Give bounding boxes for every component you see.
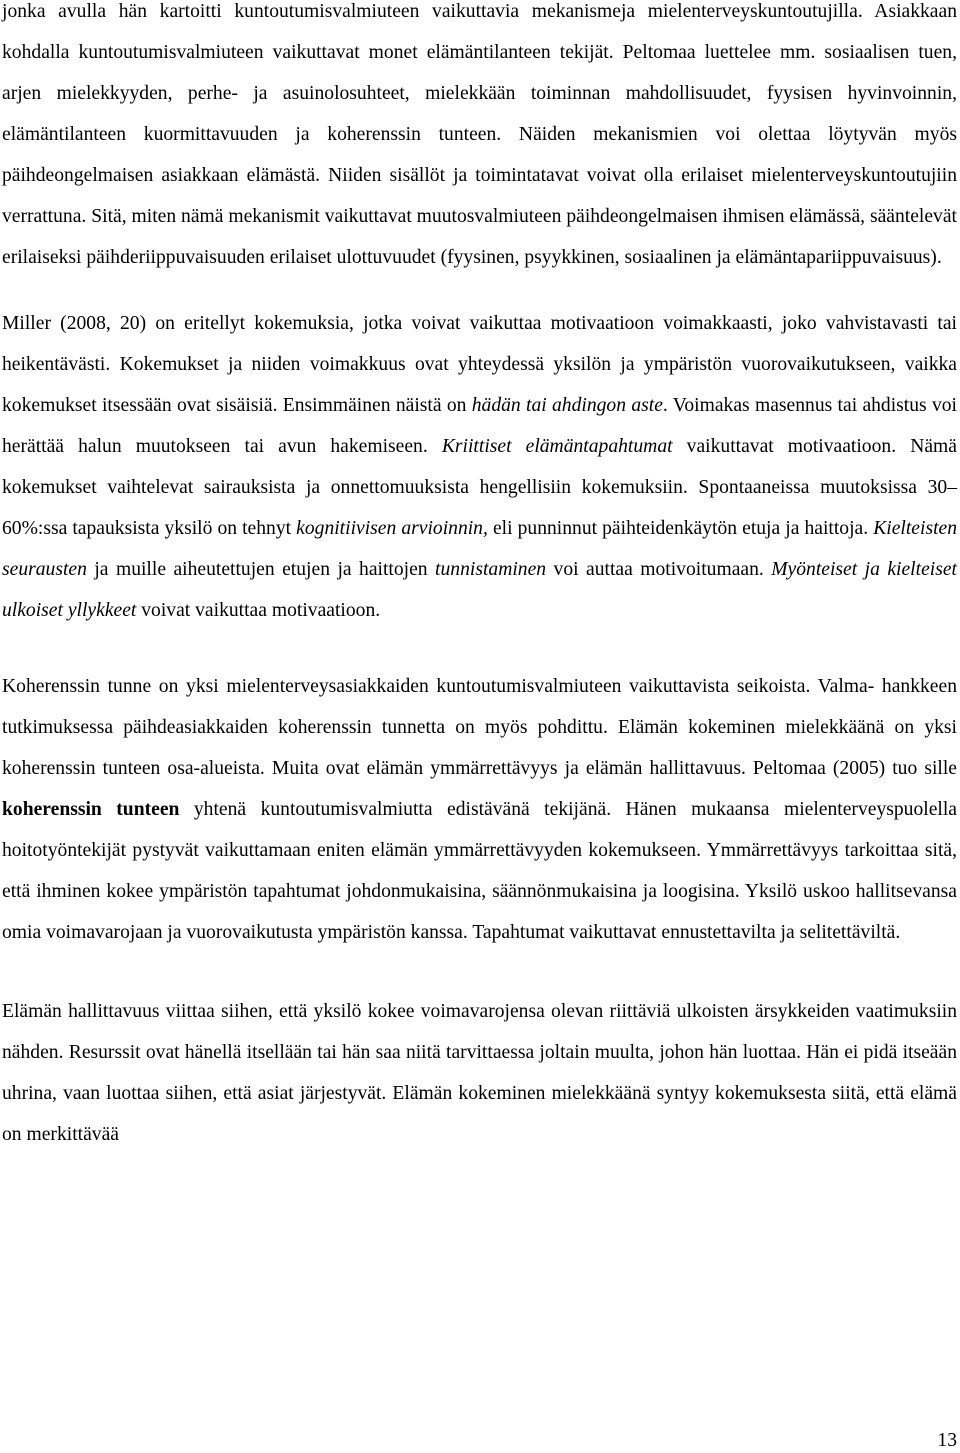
page-number: 13 xyxy=(937,1430,957,1451)
text-run: ja muille aiheutettujen etujen ja haittojen xyxy=(86,559,436,580)
text-run: . Voimakas masennus tai ahdistus voi herättää halun muutokseen tai avun hakemiseen. xyxy=(2,395,958,457)
italic-text: kognitiivisen arvioinnin, xyxy=(296,518,488,539)
document-page xyxy=(2,0,957,1155)
bold-text: koherenssin tunteen xyxy=(2,799,180,820)
italic-text: Kielteisten seurausten xyxy=(2,518,958,580)
text-run: Koherenssin tunne on yksi mielenterveysasiakkaiden kuntoutumisvalmiuteen vaikuttavista seikoista. Valma- hankkeen tutkimuksessa päihdeasiakkaiden koherenssin tunnetta on myös pohdittu. Elämän kokeminen mielekkäänä on yksi koherenssin tunteen osa-alueista. Muita ovat elämän ymmärrettävyys ja elämän hallittavuus. Peltomaa (2005) tuo sille xyxy=(2,676,957,779)
text-run: voi auttaa motivoitumaan. xyxy=(546,559,772,580)
italic-text: tunnistaminen xyxy=(435,559,547,580)
text-run: Elämän hallittavuus viittaa siihen, että yksilö kokee voimavarojensa olevan riittäviä ulkoisten ärsykkeiden vaatimuksiin nähden. Resurssit ovat hänellä itsellään tai hän saa niitä tarvittaessa joltain muulta, johon hän luottaa. Hän ei pidä itseään uhrina, vaan luottaa siihen, että asiat järjestyvät. Elämän kokeminen mielekkäänä syntyy kokemuksesta siitä, että elämä on merkittävää xyxy=(2,1001,957,1145)
italic-text: Kriittiset elämäntapahtumat xyxy=(441,436,673,457)
text-run: yhtenä kuntoutumisvalmiutta edistävänä tekijänä. Hänen mukaansa mielenterveyspuolella hoitotyöntekijät pystyvät vaikuttamaan eniten elämän ymmärrettävyyden kokemukseen. Ymmärrettävyys tarkoittaa sitä, että ihminen kokee ympäristön tapahtumat johdonmukaisina, säännönmukaisina ja loogisina. Yksilö uskoo hallitsevansa omia voimavarojaan ja vuorovaikutusta ympäristön kanssa. Tapahtumat vaikuttavat ennustettavilta ja selitettäviltä. xyxy=(2,799,957,943)
text-run: vaikuttavat motivaatioon. Nämä kokemukset vaihtelevat sairauksista ja onnettomuuksista hengellisiin kokemuksiin. Spontaaneissa muutoksissa 30–60%:ssa tapauksista yksilö on tehnyt xyxy=(2,436,957,539)
italic-text: Myönteiset ja kielteiset ulkoiset yllykkeet xyxy=(2,559,957,621)
paragraph-3 xyxy=(2,666,957,953)
text-run: jonka avulla hän kartoitti kuntoutumisvalmiuteen vaikuttavia mekanismeja mielenterveyskuntoutujilla. Asiakkaan kohdalla kuntoutumisvalmiuteen vaikuttavat monet elämäntilanteen tekijät. Peltomaa luettelee mm. sosiaalisen tuen, arjen mielekkyyden, perhe- ja asuinolosuhteet, mielekkään toiminnan mahdollisuudet, fyysisen hyvinvoinnin, elämäntilanteen kuormittavuuden ja koherenssin tunteen. Näiden mekanismien voi olettaa löytyvän myös päihdeongelmaisen asiakkaan elämästä. Niiden sisällöt ja toimintatavat voivat olla erilaiset mielenterveyskuntoutujiin verrattuna. Sitä, miten nämä mekanismit vaikuttavat muutosvalmiuteen päihdeongelmaisen ihmisen elämässä, sääntelevät erilaiseksi päihderiippuvaisuuden erilaiset ulottuvuudet (fyysinen, psyykkinen, sosiaalinen ja elämäntapariippuvaisuus). xyxy=(2,1,957,268)
text-run: eli punninnut päihteidenkäytön etuja ja haittoja. xyxy=(487,518,874,539)
paragraph-2 xyxy=(2,303,957,631)
text-run: Miller (2008, 20) on eritellyt kokemuksia, jotka voivat vaikuttaa motivaatioon voimakkaasti, joko vahvistavasti tai heikentävästi. Kokemukset ja niiden voimakkuus ovat yhteydessä yksilön ja ympäristön vuorovaikutukseen, vaikka kokemukset itsessään ovat sisäisiä. Ensimmäinen näistä on xyxy=(2,313,957,416)
paragraph-4 xyxy=(2,991,957,1155)
text-run: voivat vaikuttaa motivaatioon. xyxy=(136,600,381,621)
italic-text: hädän tai ahdingon aste xyxy=(471,395,663,416)
paragraph-1 xyxy=(2,0,957,278)
